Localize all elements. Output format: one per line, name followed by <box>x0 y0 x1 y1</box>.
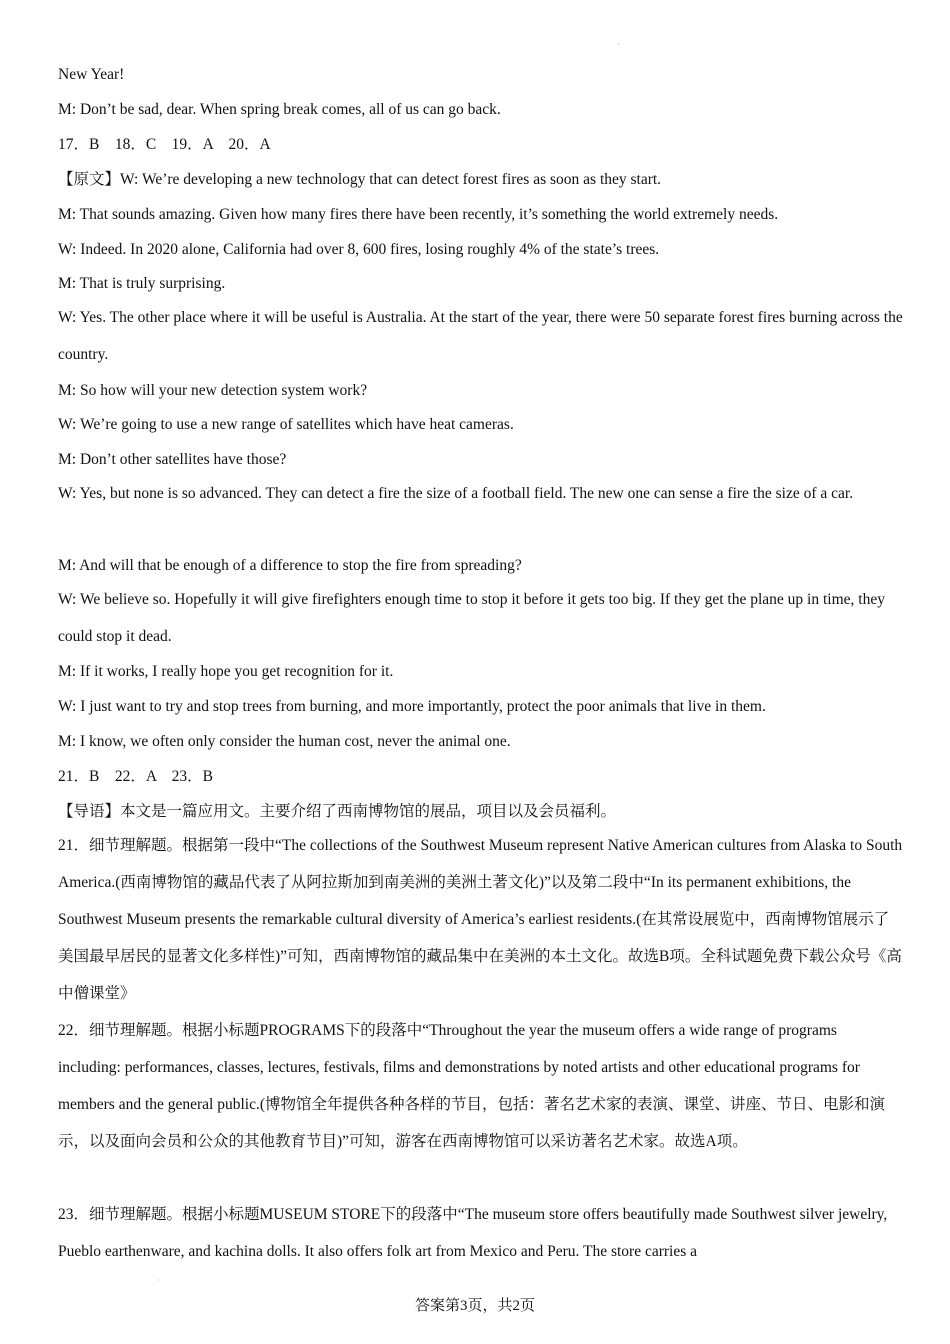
text-line: M: Don’t be sad, dear. When spring break comes, all of us can go back. <box>58 101 501 118</box>
speck-mark: · <box>617 40 620 49</box>
answer-key-17-20: 17．B 18．C 19．A 20．A <box>58 136 271 153</box>
transcript-start: 【原文】W: We’re developing a new technology that can detect forest fires as soon as they start. <box>58 171 662 188</box>
text-line: W: I just want to try and stop trees from burning, and more importantly, protect the poor animals that live in them. <box>58 698 766 715</box>
text-line: W: Indeed. In 2020 alone, California had over 8, 600 fires, losing roughly 4% of the state’s trees. <box>58 241 660 258</box>
explanation-23: 23．细节理解题。根据小标题MUSEUM STORE下的段落中“The museum store offers beautifully made Southwest silver jewelry, Pueblo earthenware, and kachina dolls. It also offers folk art from Mexico and Peru. The store carries a <box>58 1206 888 1260</box>
text-paragraph: W: Yes. The other place where it will be useful is Australia. At the start of the year, there were 50 separate forest fires burning across the country. <box>58 309 903 363</box>
answer-key-21-23: 21．B 22．A 23．B <box>58 768 214 785</box>
text-line: New Year! <box>58 66 125 83</box>
text-line: W: We’re going to use a new range of satellites which have heat cameras. <box>58 416 514 433</box>
text-line: M: So how will your new detection system work? <box>58 382 368 399</box>
text-line: M: I know, we often only consider the human cost, never the animal one. <box>58 733 511 750</box>
text-paragraph: W: Yes, but none is so advanced. They can detect a fire the size of a football field. The new one can sense a fire the size of a car. <box>58 485 854 502</box>
text-paragraph: W: We believe so. Hopefully it will give firefighters enough time to stop it before it gets too big. If they get the plane up in time, they could stop it dead. <box>58 591 885 645</box>
text-line: M: Don’t other satellites have those? <box>58 451 287 468</box>
text-line: M: If it works, I really hope you get recognition for it. <box>58 663 394 680</box>
text-line: M: That sounds amazing. Given how many fires there have been recently, it’s something the world extremely needs. <box>58 206 779 223</box>
text-line: M: And will that be enough of a difference to stop the fire from spreading? <box>58 557 522 574</box>
intro-summary: 【导语】本文是一篇应用文。主要介绍了西南博物馆的展品，项目以及会员福利。 <box>58 803 617 820</box>
explanation-22: 22．细节理解题。根据小标题PROGRAMS下的段落中“Throughout the year the museum offers a wide range of programs including: performances, classes, lectures, festivals, films and demonstrations by noted artists and other educational programs for members and the general public.(博物馆全年提供各种各样的节目，包括：著名艺术家的表演、课堂、讲座、节日、电影和演示，以及面向会员和公众的其他教育节目)”可知，游客在西南博物馆可以采访著名艺术家。故选A项。 <box>58 1022 886 1150</box>
text-line: M: That is truly surprising. <box>58 275 226 292</box>
explanation-21: 21．细节理解题。根据第一段中“The collections of the Southwest Museum represent Native American cultures from Alaska to South America.(西南博物馆的藏品代表了从阿拉斯加到南美洲的美洲土著文化)”以及第二段中“In its permanent exhibitions, the Southwest Museum presents the remarkable cultural diversity of America’s earliest residents.(在其常设展览中，西南博物馆展示了美国最早居民的显著文化多样性)”可知，西南博物馆的藏品集中在美洲的本土文化。故选B项。全科试题免费下载公众号《高中僧课堂》 <box>58 837 903 1002</box>
page-footer: 答案第3页，共2页 <box>414 1298 535 1314</box>
speck-mark: · <box>157 1276 160 1285</box>
